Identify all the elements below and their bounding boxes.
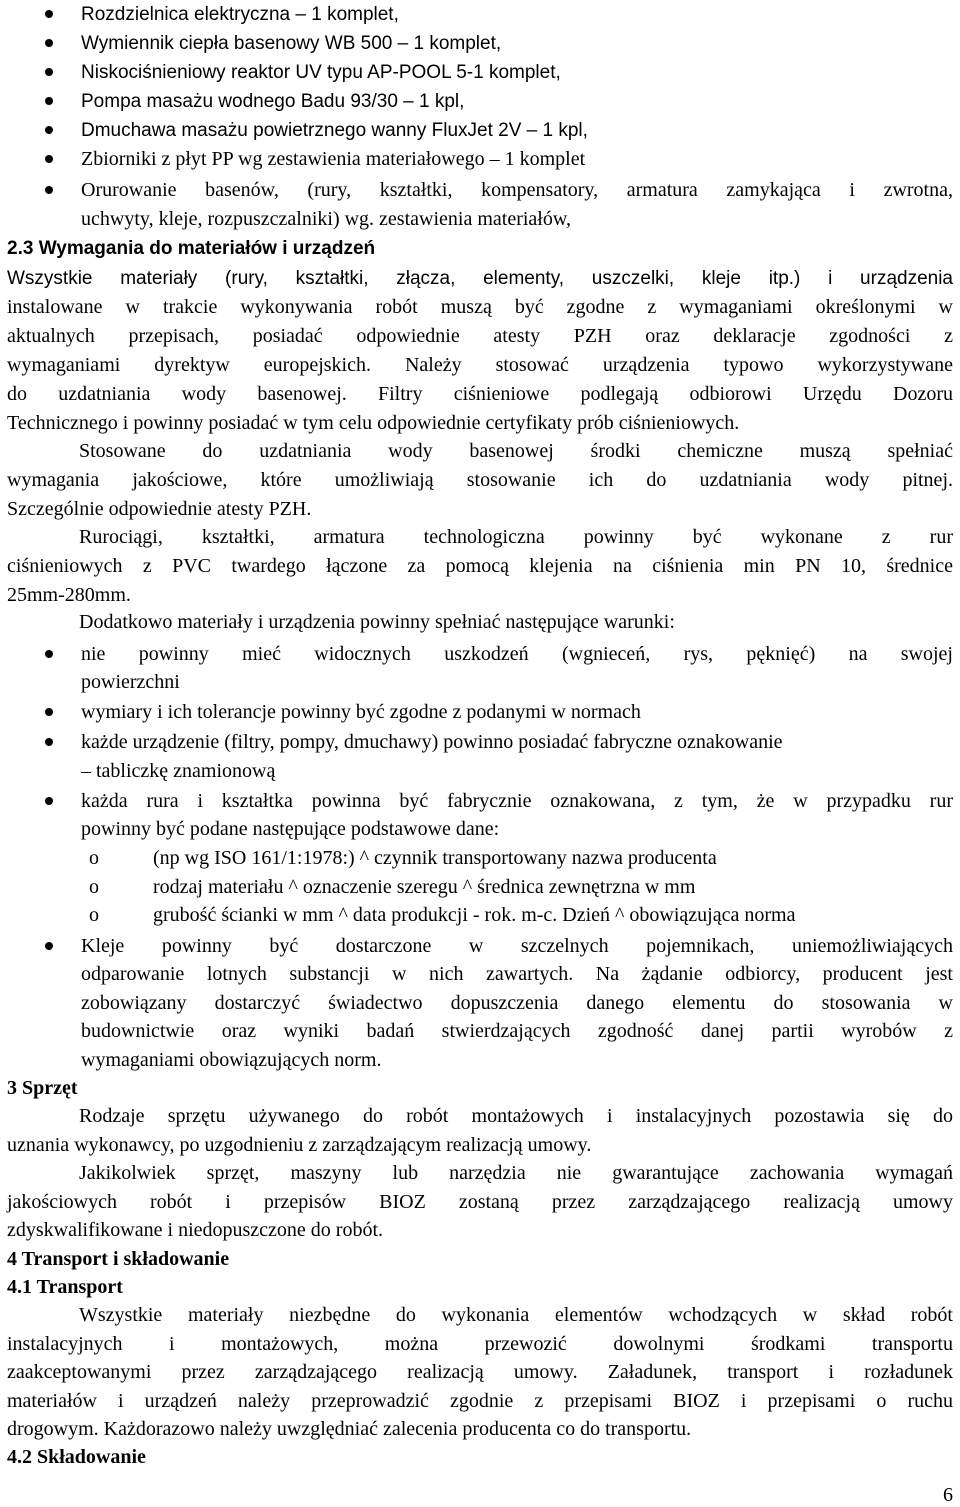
list-item: Wymiennik ciepła basenowy WB 500 – 1 komplet, [81, 33, 502, 54]
paragraph-line: 25mm-280mm. [7, 584, 131, 606]
paragraph-line: Wszystkie materiały niezbędne do wykonania elementów wchodzących w skład robót [79, 1304, 953, 1326]
bullet-icon [45, 942, 53, 950]
bullet-icon [45, 10, 53, 18]
paragraph-line: Jakikolwiek sprzęt, maszyny lub narzędzia nie gwarantujące zachowania wymagań [79, 1162, 953, 1184]
paragraph-line: materiałów i urządzeń należy przeprowadzić zgodnie z przepisami BIOZ i przepisami o ruchu [7, 1390, 953, 1412]
list-item: nie powinny mieć widocznych uszkodzeń (wgnieceń, rys, pęknięć) na swojej [81, 643, 953, 665]
list-item: Pompa masażu wodnego Badu 93/30 – 1 kpl, [81, 91, 465, 112]
paragraph-line: do uzdatniania wody basenowej. Filtry ciśnieniowe podlegają odbiorowi Urzędu Dozoru [7, 383, 953, 405]
circle-marker: o [89, 876, 99, 898]
list-item-continuation: uchwyty, kleje, rozpuszczalniki) wg. zestawienia materiałów, [81, 208, 571, 230]
paragraph-line: instalowane w trakcie wykonywania robót muszą być zgodne z wymaganiami określonymi w [7, 296, 953, 318]
list-item: Kleje powinny być dostarczone w szczelnych pojemnikach, uniemożliwiających [81, 935, 953, 957]
bullet-icon [45, 650, 53, 658]
paragraph-line: Wszystkie materiały (rury, kształtki, złącza, elementy, uszczelki, kleje itp.) i urządzenia [7, 268, 953, 289]
section-heading-4-1: 4.1 Transport [7, 1276, 123, 1298]
paragraph-line: ciśnieniowych z PVC twardego łączone za pomocą klejenia na ciśnienia min PN 10, średnice [7, 555, 953, 577]
paragraph-line: Technicznego i powinny posiadać w tym celu odpowiednie certyfikaty prób ciśnieniowych. [7, 412, 740, 434]
paragraph-line: Rurociągi, kształtki, armatura technologiczna powinny być wykonane z rur [79, 526, 953, 548]
bullet-icon [45, 155, 53, 163]
circle-marker: o [89, 904, 99, 926]
paragraph-line: zdyskwalifikowane i niedopuszczone do robót. [7, 1219, 384, 1241]
bullet-icon [45, 126, 53, 134]
paragraph-line: Dodatkowo materiały i urządzenia powinny spełniać następujące warunki: [79, 611, 675, 633]
section-heading-2-3: 2.3 Wymagania do materiałów i urządzeń [7, 238, 376, 259]
list-item-continuation: powierzchni [81, 671, 180, 693]
circle-marker: o [89, 847, 99, 869]
paragraph-line: wymagania jakościowe, które umożliwiają stosowanie ich do uzdatniania wody pitnej. [7, 469, 953, 491]
list-item-continuation: wymaganiami obowiązujących norm. [81, 1049, 382, 1071]
list-item-continuation: odparowanie lotnych substancji w nich zawartych. Na żądanie odbiorcy, producent jest [81, 963, 953, 985]
list-item: Niskociśnieniowy reaktor UV typu AP-POOL 5-1 komplet, [81, 62, 561, 83]
paragraph-line: uznania wykonawcy, po uzgodnieniu z zarządzającym realizacją umowy. [7, 1134, 592, 1156]
page-number: 6 [943, 1484, 953, 1506]
paragraph-line: drogowym. Każdorazowo należy uwzględniać zalecenia producenta co do transportu. [7, 1418, 692, 1440]
section-heading-4: 4 Transport i składowanie [7, 1248, 230, 1270]
list-item: każde urządzenie (filtry, pompy, dmuchawy) powinno posiadać fabryczne oznakowanie [81, 731, 783, 753]
list-item: Zbiorniki z płyt PP wg zestawienia materiałowego – 1 komplet [81, 148, 586, 170]
sublist-item: (np wg ISO 161/1:1978:) ^ czynnik transportowany nazwa producenta [153, 847, 717, 869]
list-item: Dmuchawa masażu powietrznego wanny FluxJet 2V – 1 kpl, [81, 120, 588, 141]
paragraph-line: aktualnych przepisach, posiadać odpowiednie atesty PZH oraz deklaracje zgodności z [7, 325, 953, 347]
bullet-icon [45, 68, 53, 76]
bullet-icon [45, 738, 53, 746]
list-item: Orurowanie basenów, (rury, kształtki, kompensatory, armatura zamykająca i zwrotna, [81, 179, 953, 201]
sublist-item: grubość ścianki w mm ^ data produkcji - rok. m-c. Dzień ^ obowiązująca norma [153, 904, 796, 926]
list-item: każda rura i kształtka powinna być fabrycznie oznakowana, z tym, że w przypadku rur [81, 790, 953, 812]
list-item: Rozdzielnica elektryczna – 1 komplet, [81, 4, 399, 25]
list-item: wymiary i ich tolerancje powinny być zgodne z podanymi w normach [81, 701, 641, 723]
paragraph-line: Stosowane do uzdatniania wody basenowej środki chemiczne muszą spełniać [79, 440, 953, 462]
bullet-icon [45, 97, 53, 105]
paragraph-line: jakościowych robót i przepisów BIOZ zostaną przez zarządzającego realizacją umowy [7, 1191, 953, 1213]
bullet-icon [45, 797, 53, 805]
list-item-continuation: – tabliczkę znamionową [81, 760, 276, 782]
paragraph-line: Rodzaje sprzętu używanego do robót montażowych i instalacyjnych pozostawia się do [79, 1105, 953, 1127]
list-item-continuation: budownictwie oraz wyniki badań stwierdzających zgodność danej partii wyrobów z [81, 1020, 953, 1042]
section-heading-4-2: 4.2 Składowanie [7, 1446, 146, 1468]
paragraph-line: Szczególnie odpowiednie atesty PZH. [7, 498, 312, 520]
list-item-continuation: zobowiązany dostarczyć świadectwo dopuszczenia danego elementu do stosowania w [81, 992, 953, 1014]
bullet-icon [45, 186, 53, 194]
paragraph-line: zaakceptowanymi przez zarządzającego realizacją umowy. Załadunek, transport i rozładunek [7, 1361, 953, 1383]
bullet-icon [45, 39, 53, 47]
paragraph-line: wymaganiami dyrektyw europejskich. Należy stosować urządzenia typowo wykorzystywane [7, 354, 953, 376]
section-heading-3: 3 Sprzęt [7, 1077, 78, 1099]
sublist-item: rodzaj materiału ^ oznaczenie szeregu ^ średnica zewnętrzna w mm [153, 876, 696, 898]
bullet-icon [45, 708, 53, 716]
paragraph-line: instalacyjnych i montażowych, można przewozić dowolnymi środkami transportu [7, 1333, 953, 1355]
list-item-continuation: powinny być podane następujące podstawowe dane: [81, 818, 500, 840]
